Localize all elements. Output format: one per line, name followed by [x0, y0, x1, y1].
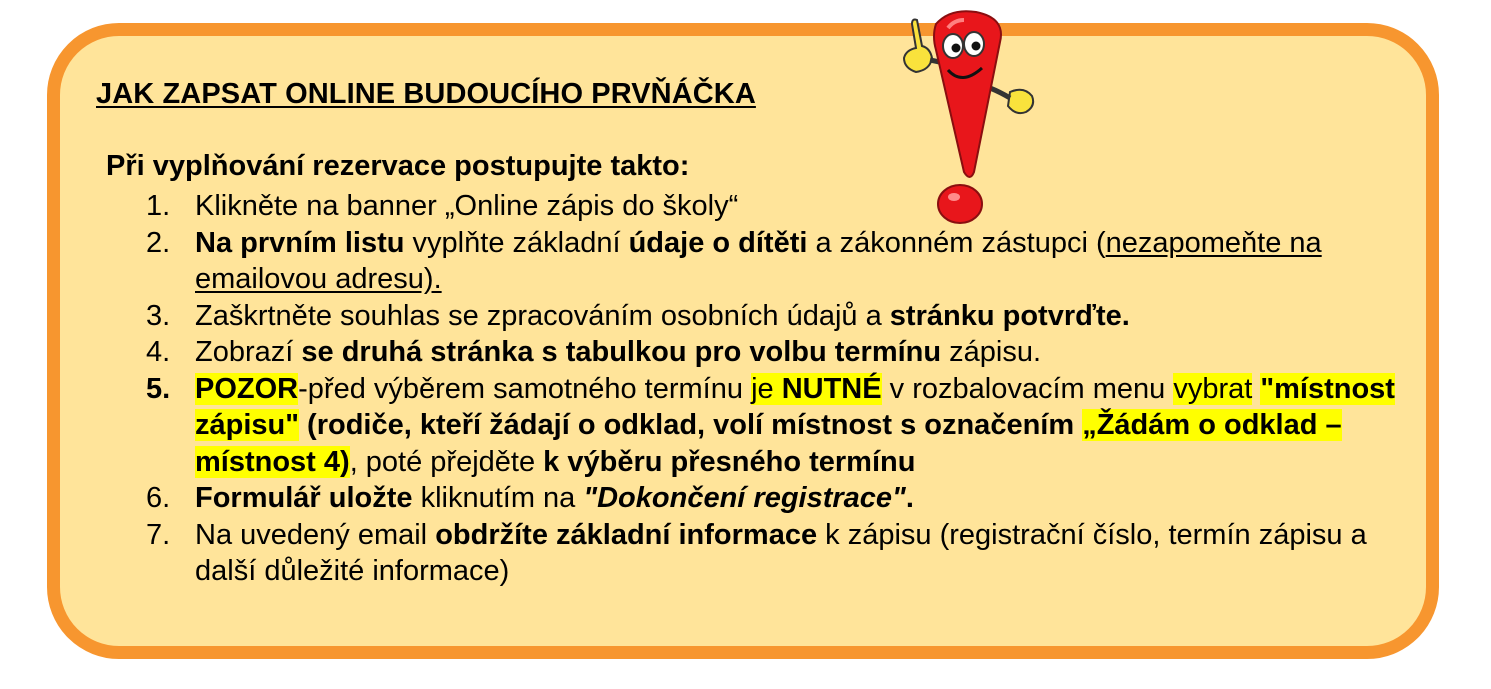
step-text-bold: Na prvním listu [195, 226, 405, 259]
list-item [146, 298, 1426, 335]
step-text-bold-italic: "Dokončení registrace" [583, 482, 906, 514]
subtitle: Při vyplňování rezervace postupujte takto: [106, 150, 690, 182]
list-item [146, 480, 1426, 517]
step-text: v rozbalovacím menu [881, 372, 1174, 405]
step-text: k zápisu (registrační číslo, termín zápisu a další důležité informace) [195, 518, 1367, 587]
step-number: 5. [146, 372, 171, 405]
page-title: JAK ZAPSAT ONLINE BUDOUCÍHO PRVŇÁČKA [96, 78, 756, 110]
step-text: a zákonném zástupci ( [807, 226, 1106, 259]
step-text: zápisu. [941, 336, 1042, 368]
step-text-bold: se druhá stránka s tabulkou pro volbu termínu [301, 336, 942, 368]
step-number: 1. [146, 190, 171, 222]
step-text: Zobrazí [195, 336, 302, 368]
steps-list [146, 188, 1426, 590]
step-text-bold: k výběru přesného termínu [543, 445, 916, 478]
step-text-highlighted: NUTNÉ [781, 372, 882, 405]
step-text: Zaškrtněte souhlas se zpracováním osobních údajů a [195, 299, 890, 332]
step-number: 2. [146, 226, 171, 259]
step-text-bold: údaje o dítěti [628, 226, 808, 259]
step-text-bold: . [905, 482, 914, 514]
step-text: kliknutím na [412, 482, 584, 514]
step-text: -před výběrem samotného termínu [298, 372, 752, 405]
step-text-highlighted: POZOR [195, 372, 299, 405]
step-text-bold: obdržíte základní informace [435, 518, 818, 551]
step-text-highlighted: „Žádám o odklad – místnost 4) [195, 409, 1342, 478]
step-text-bold: (rodiče, kteří žádají o odklad, volí místnost s označením [299, 409, 1083, 441]
step-text-bold: Formulář uložte [195, 482, 413, 514]
step-text-underlined: nezapomeňte na emailovou adresu). [195, 226, 1322, 295]
step-number: 4. [146, 336, 171, 368]
step-text-highlighted: je [751, 372, 782, 405]
step-number: 7. [146, 518, 171, 551]
list-item [146, 334, 1426, 371]
step-text: , poté přejděte [349, 445, 544, 478]
step-text-highlighted: "místnost zápisu" [195, 372, 1395, 441]
step-text: Klikněte na banner „Online zápis do školy“ [195, 190, 739, 222]
list-item [146, 188, 1426, 225]
list-item [146, 517, 1426, 590]
step-number: 3. [146, 299, 171, 332]
step-text: vyplňte základní [404, 226, 629, 259]
list-item [146, 371, 1426, 481]
step-number: 6. [146, 482, 171, 514]
step-text: Na uvedený email [195, 518, 436, 551]
list-item [146, 225, 1426, 298]
step-text-highlighted: vybrat [1173, 372, 1253, 405]
step-text-bold: stránku potvrďte. [889, 299, 1130, 332]
